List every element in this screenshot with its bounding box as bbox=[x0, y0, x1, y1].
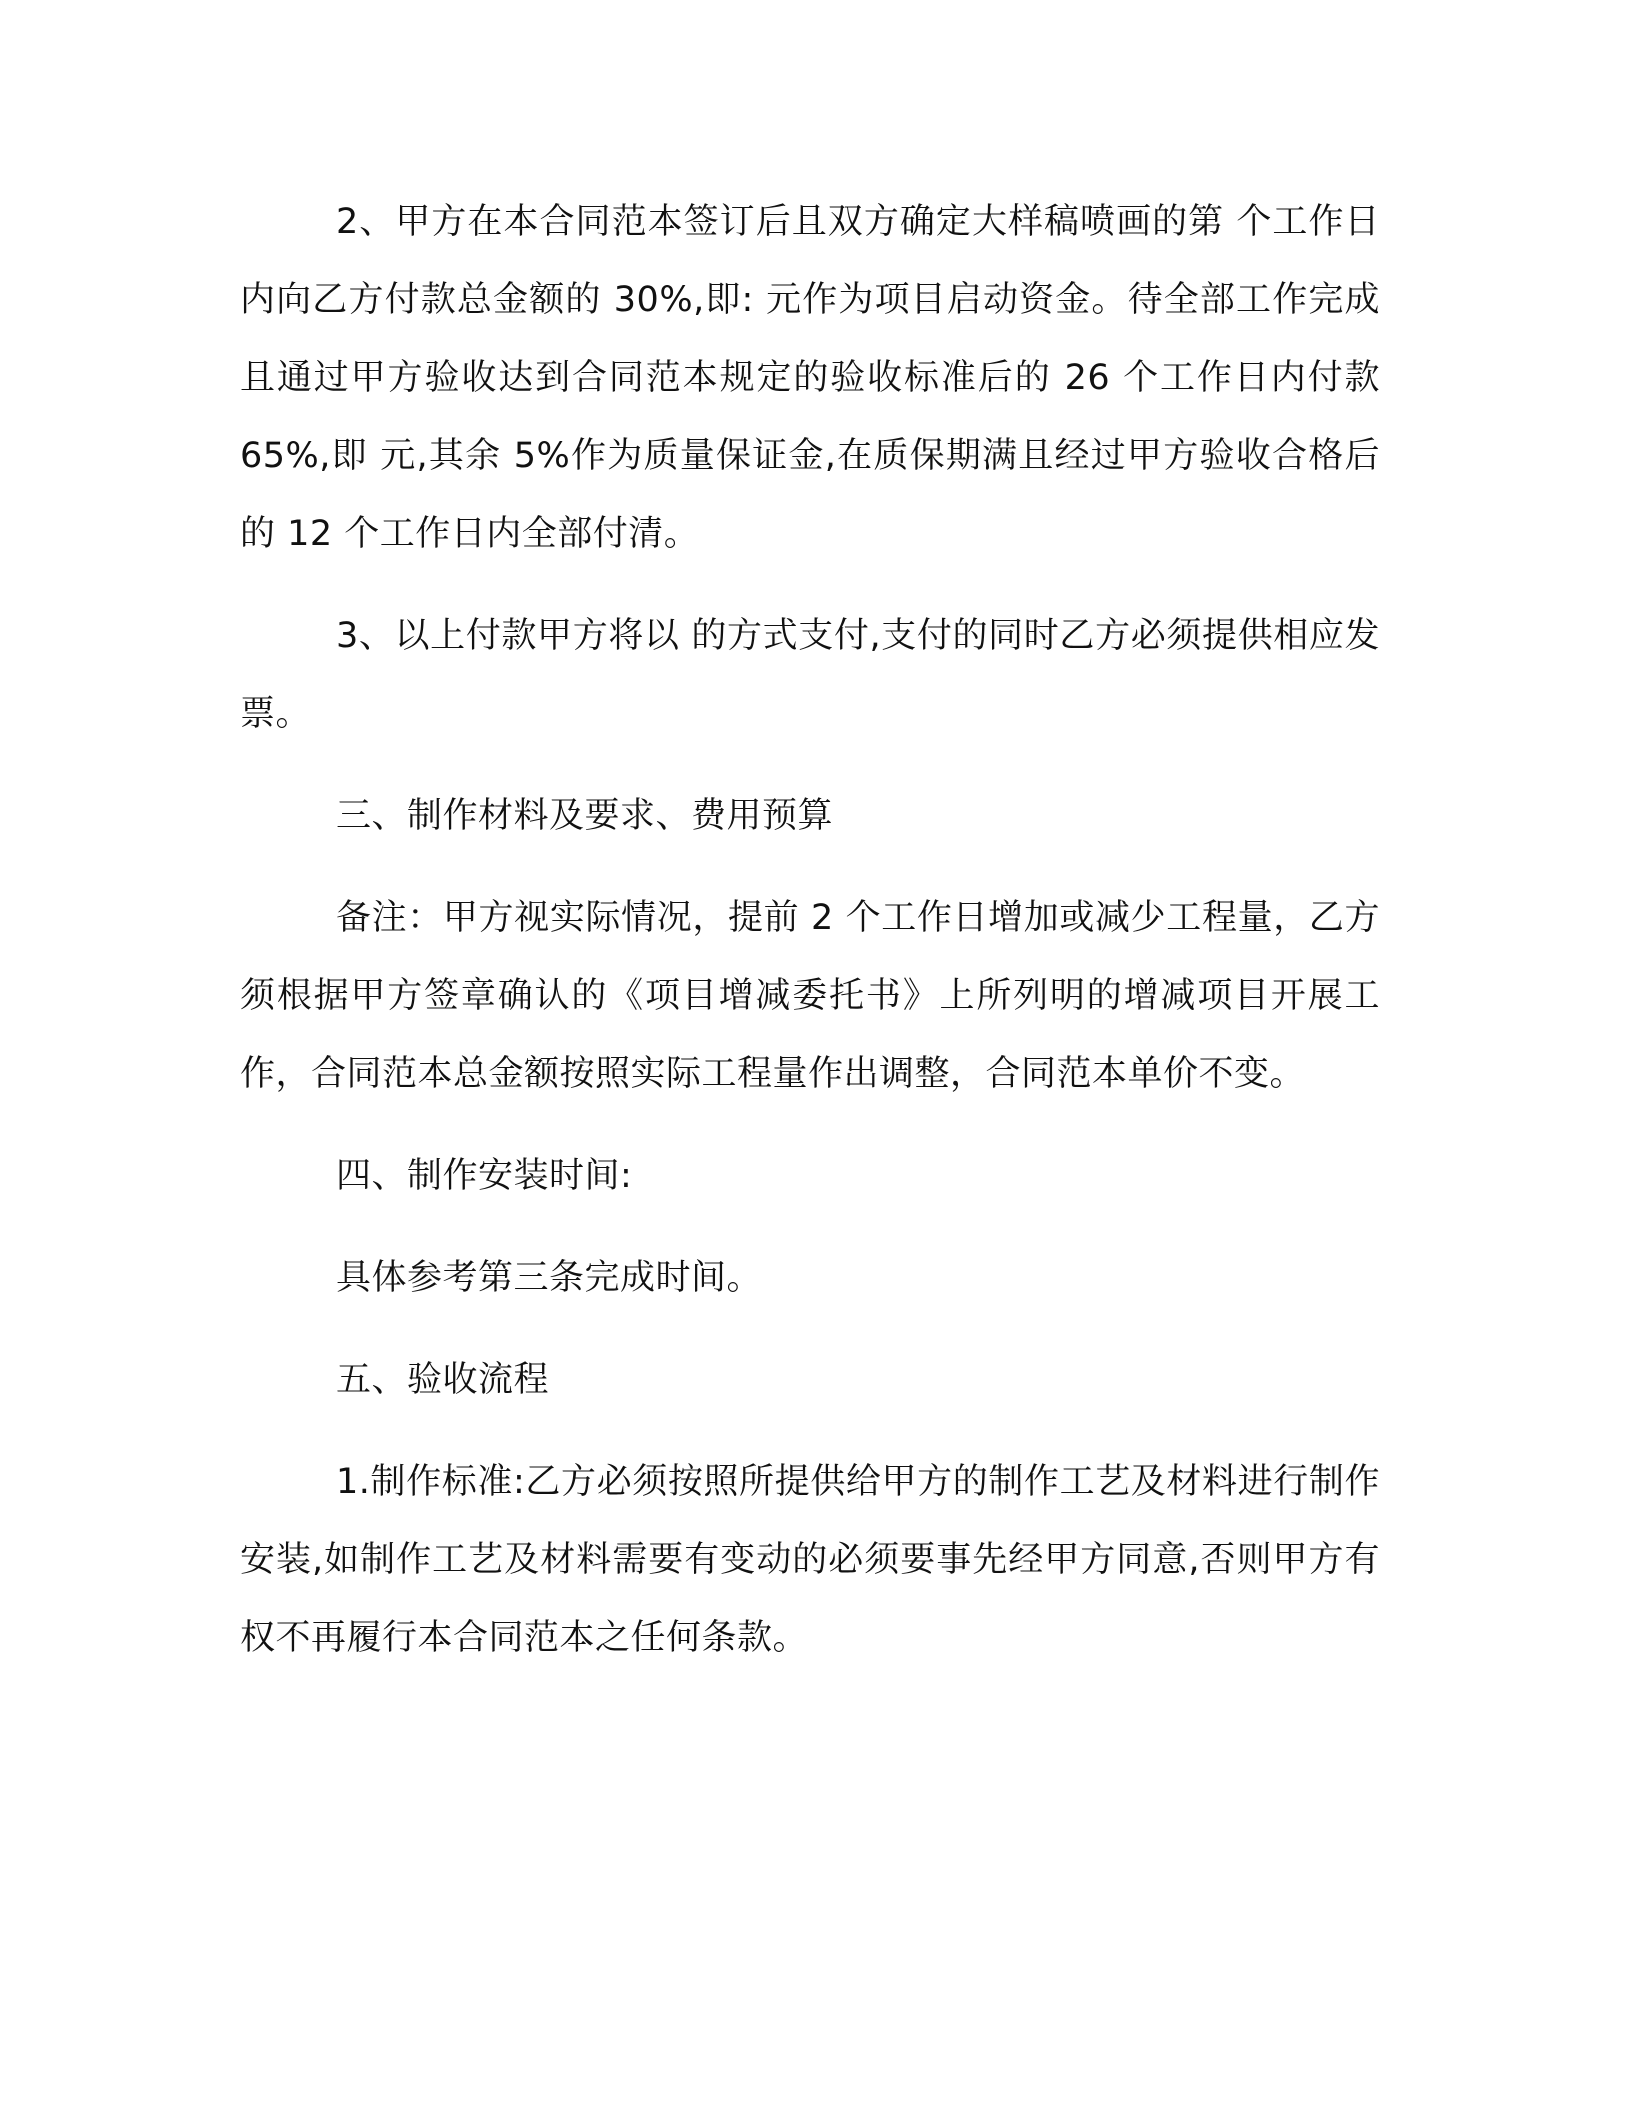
document-body bbox=[240, 183, 1380, 1701]
section-heading-acceptance: 五、验收流程 bbox=[336, 1360, 550, 1400]
production-standard-paragraph: 1.制作标准:乙方必须按照所提供给甲方的制作工艺及材料进行制作安装,如制作工艺及材料需要有变动的必须要事先经甲方同意,否则甲方有权不再履行本合同范本之任何条款。 bbox=[240, 1462, 1380, 1658]
section-heading-install-time: 四、制作安装时间: bbox=[336, 1156, 633, 1196]
section-heading-materials: 三、制作材料及要求、费用预算 bbox=[336, 796, 834, 836]
install-time-paragraph: 具体参考第三条完成时间。 bbox=[336, 1258, 763, 1298]
payment-clause-3: 3、以上付款甲方将以 的方式支付,支付的同时乙方必须提供相应发票。 bbox=[240, 616, 1380, 734]
remark-paragraph: 备注：甲方视实际情况，提前 2 个工作日增加或减少工程量，乙方须根据甲方签章确认的《项目增减委托书》上所列明的增减项目开展工作，合同范本总金额按照实际工程量作出调整，合同范本单价不变。 bbox=[240, 898, 1380, 1094]
payment-clause-2: 2、甲方在本合同范本签订后且双方确定大样稿喷画的第 个工作日内向乙方付款总金额的 30%,即: 元作为项目启动资金。待全部工作完成且通过甲方验收达到合同范本规定的验收标准后的 26 个工作日内付款 65%,即 元,其余 5%作为质量保证金,在质保期满且经过甲方验收合格后的 12 个工作日内全部付清。 bbox=[240, 202, 1380, 554]
